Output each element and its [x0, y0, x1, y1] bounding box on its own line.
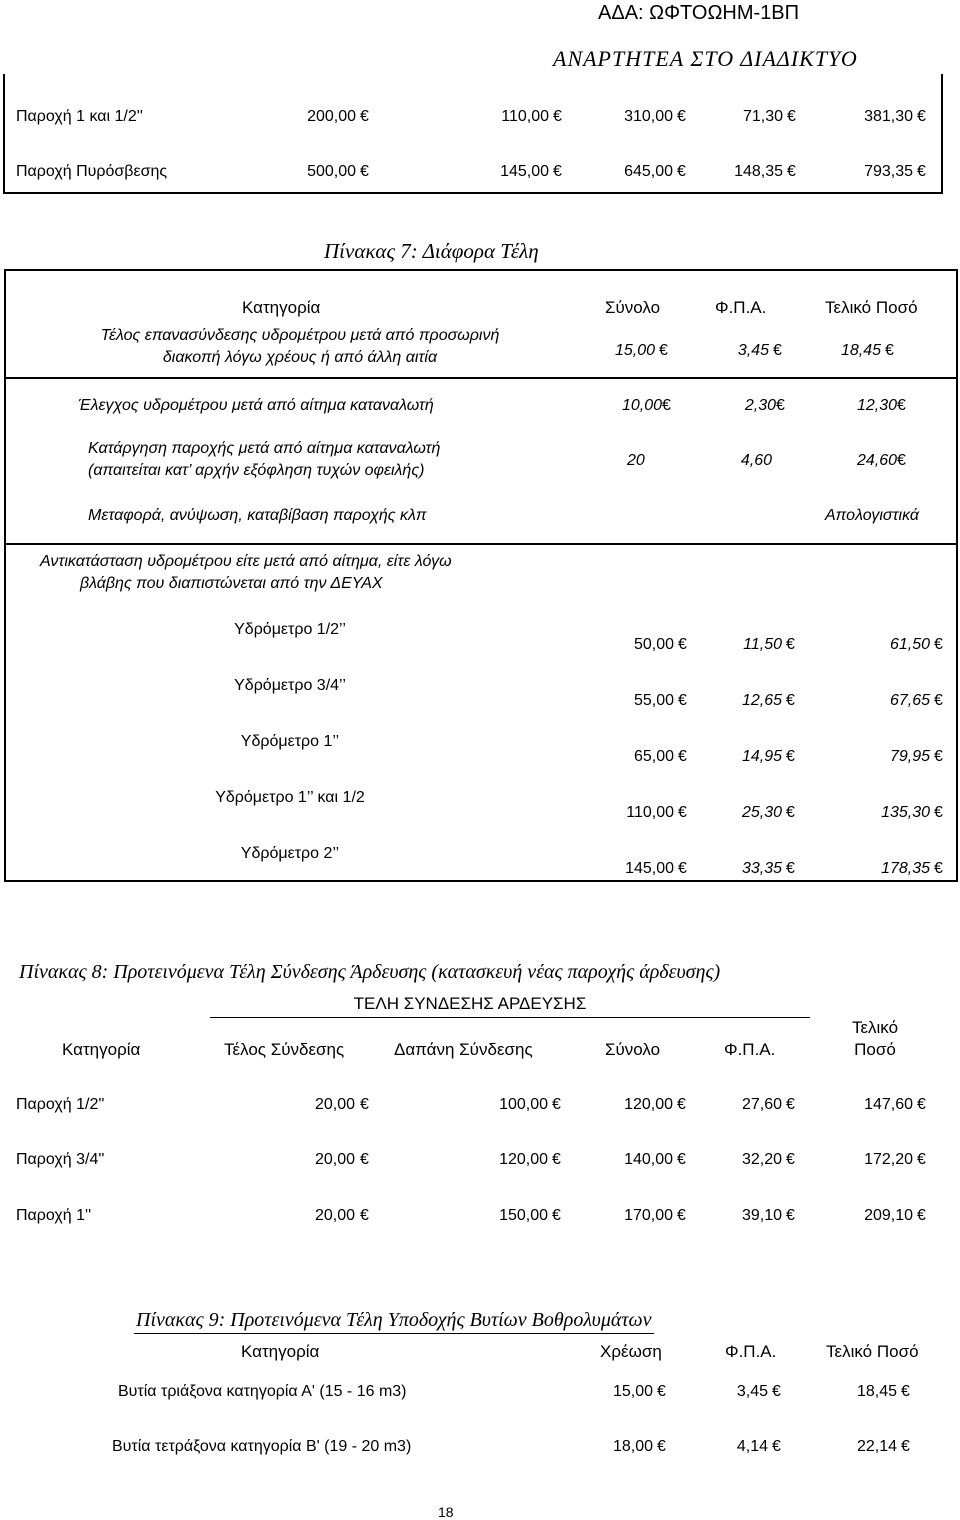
euro-sign: €	[678, 804, 687, 821]
cell-vat: 32,20	[741, 1151, 782, 1168]
euro-sign: €	[360, 1096, 369, 1113]
euro-sign: €	[897, 452, 906, 469]
cell-total: 10,00	[621, 397, 662, 414]
row-label-line1: Κατάργηση παροχής μετά από αίτημα καταναλωτή	[88, 440, 441, 457]
cell-final: 24,60	[856, 452, 897, 469]
euro-sign: €	[901, 1383, 910, 1400]
cell-final: 61,50	[889, 636, 930, 653]
row-label: Βυτία τετράξονα κατηγορία Β' (19 - 20 m3)	[112, 1438, 412, 1455]
euro-sign: €	[786, 1151, 795, 1168]
table7-border-right	[956, 269, 958, 882]
cell-value: 71,30	[742, 108, 783, 125]
col-header-total: Σύνολο	[605, 298, 661, 317]
cell-total: 145,00	[625, 860, 674, 877]
euro-sign: €	[897, 397, 906, 414]
col-header-final-line2: Ποσό	[854, 1040, 896, 1059]
euro-sign: €	[934, 804, 943, 821]
cell-value: 645,00	[624, 163, 673, 180]
cell-cost: 120,00	[499, 1151, 548, 1168]
meter-label: Υδρόμετρο 2’’	[240, 845, 340, 862]
col-header-category: Κατηγορία	[241, 1342, 320, 1361]
row-label: Παροχή 1/2''	[16, 1096, 105, 1113]
col-header-final: Τελικό Ποσό	[825, 298, 918, 317]
euro-sign: €	[773, 342, 782, 359]
table7-border-bottom	[4, 880, 958, 882]
cell-total: 170,00	[624, 1207, 673, 1224]
table7-border-left	[4, 269, 6, 882]
euro-sign: €	[360, 163, 369, 180]
cell-final: 12,30	[856, 397, 897, 414]
col-header-final: Τελικό Ποσό	[826, 1342, 919, 1361]
col-header-category: Κατηγορία	[62, 1040, 141, 1059]
euro-sign: €	[659, 342, 668, 359]
row-label-line2: διακοπή λόγω χρέους ή από άλλη αιτία	[162, 349, 438, 366]
col-header-category: Κατηγορία	[242, 298, 321, 317]
cell-final: 18,45	[856, 1383, 897, 1400]
euro-sign: €	[552, 1207, 561, 1224]
table8-title: Πίνακας 8: Προτεινόμενα Τέλη Σύνδεσης Άρδευσης (κατασκευή νέας παροχής άρδευσης)	[19, 961, 721, 983]
cell-total: 55,00	[633, 692, 674, 709]
euro-sign: €	[901, 1438, 910, 1455]
euro-sign: €	[786, 748, 795, 765]
euro-sign: €	[677, 1151, 686, 1168]
cell-vat: 3,45	[736, 1383, 768, 1400]
cell-vat: 4,60	[740, 452, 772, 469]
cell-final: 135,30	[881, 804, 930, 821]
cell-charge: 15,00	[612, 1383, 653, 1400]
col-header-charge: Χρέωση	[600, 1342, 662, 1361]
posted-notice: ΑΝΑΡΤΗΤΕΑ ΣΤΟ ΔΙΑΔΙΚΤΥΟ	[553, 46, 858, 71]
euro-sign: €	[786, 692, 795, 709]
cell-vat: 4,14	[736, 1438, 768, 1455]
cell-value: 200,00	[307, 108, 356, 125]
cell-vat: 12,65	[741, 692, 782, 709]
euro-sign: €	[776, 397, 785, 414]
cell-value: 500,00	[307, 163, 356, 180]
euro-sign: €	[677, 1096, 686, 1113]
row-label: Παροχή 1 και 1/2''	[16, 108, 143, 125]
euro-sign: €	[917, 1207, 926, 1224]
col-header-vat: Φ.Π.Α.	[715, 298, 767, 317]
table7-border-top	[4, 269, 958, 271]
euro-sign: €	[677, 1207, 686, 1224]
row-label: Παροχή Πυρόσβεσης	[16, 163, 168, 180]
row-label: Βυτία τριάξονα κατηγορία Α' (15 - 16 m3)	[118, 1383, 407, 1400]
cell-value: 381,30	[864, 108, 913, 125]
euro-sign: €	[678, 748, 687, 765]
row-label: Έλεγχος υδρομέτρου μετά από αίτημα καταναλωτή	[78, 397, 434, 414]
euro-sign: €	[772, 1383, 781, 1400]
cell-total: 110,00	[626, 804, 674, 821]
title-underline	[134, 1333, 654, 1334]
cell-final: 79,95	[889, 748, 930, 765]
cell-vat: 11,50	[743, 636, 782, 653]
euro-sign: €	[934, 748, 943, 765]
cell-final: 18,45	[840, 342, 881, 359]
euro-sign: €	[787, 108, 796, 125]
row-label-line1: Τέλος επανασύνδεσης υδρομέτρου μετά από προσωρινή	[100, 327, 500, 344]
euro-sign: €	[678, 860, 687, 877]
euro-sign: €	[360, 1207, 369, 1224]
page-number: 18	[438, 1504, 454, 1520]
euro-sign: €	[786, 860, 795, 877]
cell-value: 148,35	[734, 163, 783, 180]
euro-sign: €	[360, 1151, 369, 1168]
cell-vat: 3,45	[737, 342, 769, 359]
row-divider	[4, 543, 958, 545]
cell-total: 50,00	[633, 636, 674, 653]
col-header-vat: Φ.Π.Α.	[724, 1040, 776, 1059]
cell-vat: 33,35	[741, 860, 782, 877]
euro-sign: €	[678, 636, 687, 653]
group-header-underline	[210, 1017, 810, 1018]
euro-sign: €	[772, 1438, 781, 1455]
euro-sign: €	[917, 1096, 926, 1113]
cell-vat: 39,10	[741, 1207, 782, 1224]
row-label-line2: (απαιτείται κατ’ αρχήν εξόφληση τυχών οφειλής)	[88, 462, 425, 479]
euro-sign: €	[553, 163, 562, 180]
col-header-final-line1: Τελικό	[851, 1018, 899, 1037]
row-divider	[4, 377, 958, 379]
cell-final: 178,35	[881, 860, 930, 877]
cell-final: 67,65	[889, 692, 930, 709]
euro-sign: €	[885, 342, 894, 359]
euro-sign: €	[934, 692, 943, 709]
row-label: Μεταφορά, ανύψωση, καταβίβαση παροχής κλπ	[88, 507, 427, 524]
table-border-bottom	[3, 192, 943, 194]
table8-group-header: ΤΕΛΗ ΣΥΝΔΕΣΗΣ ΑΡΔΕΥΣΗΣ	[353, 994, 587, 1013]
table-border-right	[941, 74, 943, 194]
euro-sign: €	[360, 108, 369, 125]
cell-final: 22,14	[856, 1438, 897, 1455]
cell-cost: 150,00	[499, 1207, 548, 1224]
replacement-label-line1: Αντικατάσταση υδρομέτρου είτε μετά από αίτημα, είτε λόγω	[40, 553, 452, 570]
cell-charge: 18,00	[612, 1438, 653, 1455]
euro-sign: €	[786, 636, 795, 653]
cell-vat: 2,30	[744, 397, 776, 414]
ada-code: ΑΔΑ: ΩΦΤΟΩΗΜ-1ΒΠ	[598, 2, 800, 24]
cell-total: 140,00	[624, 1151, 673, 1168]
euro-sign: €	[786, 1096, 795, 1113]
euro-sign: €	[552, 1096, 561, 1113]
meter-label: Υδρόμετρο 1’’ και 1/2	[215, 789, 365, 806]
cell-vat: 25,30	[741, 804, 782, 821]
cell-total: 20	[627, 452, 645, 469]
euro-sign: €	[787, 163, 796, 180]
euro-sign: €	[786, 804, 795, 821]
cell-total: 120,00	[624, 1096, 673, 1113]
cell-total: 65,00	[633, 748, 674, 765]
col-header-cost: Δαπάνη Σύνδεσης	[394, 1040, 533, 1059]
table9-title: Πίνακας 9: Προτεινόμενα Τέλη Υποδοχής Βυτίων Βοθρολυμάτων	[136, 1309, 652, 1331]
euro-sign: €	[678, 692, 687, 709]
cell-vat: 27,60	[741, 1096, 782, 1113]
euro-sign: €	[677, 108, 686, 125]
cell-final: 172,20	[864, 1151, 913, 1168]
euro-sign: €	[917, 163, 926, 180]
col-header-vat: Φ.Π.Α.	[725, 1342, 777, 1361]
euro-sign: €	[934, 860, 943, 877]
row-label: Παροχή 1''	[16, 1207, 92, 1224]
euro-sign: €	[917, 1151, 926, 1168]
meter-label: Υδρόμετρο 1’’	[240, 733, 340, 750]
col-header-fee: Τέλος Σύνδεσης	[224, 1040, 345, 1059]
replacement-label-line2: βλάβης που διαπιστώνεται από την ΔΕΥΑΧ	[80, 575, 383, 592]
euro-sign: €	[786, 1207, 795, 1224]
cell-fee: 20,00	[314, 1096, 355, 1113]
cell-value: 793,35	[864, 163, 913, 180]
cell-fee: 20,00	[314, 1151, 355, 1168]
cell-vat: 14,95	[741, 748, 782, 765]
euro-sign: €	[677, 163, 686, 180]
cell-cost: 100,00	[499, 1096, 548, 1113]
cell-value: 310,00	[624, 108, 673, 125]
meter-label: Υδρόμετρο 3/4’’	[234, 677, 346, 694]
row-label: Παροχή 3/4''	[16, 1151, 105, 1168]
cell-final: 147,60	[864, 1096, 913, 1113]
cell-final: 209,10	[864, 1207, 913, 1224]
euro-sign: €	[917, 108, 926, 125]
meter-label: Υδρόμετρο 1/2’’	[234, 621, 346, 638]
table-border-left	[3, 74, 5, 194]
cell-total: 15,00	[614, 342, 655, 359]
table7-title: Πίνακας 7: Διάφορα Τέλη	[324, 239, 539, 263]
euro-sign: €	[934, 636, 943, 653]
col-header-total: Σύνολο	[605, 1040, 661, 1059]
cell-final: Απολογιστικά	[825, 507, 919, 524]
cell-value: 145,00	[500, 163, 549, 180]
cell-value: 110,00	[501, 108, 549, 125]
euro-sign: €	[552, 1151, 561, 1168]
cell-fee: 20,00	[314, 1207, 355, 1224]
euro-sign: €	[657, 1438, 666, 1455]
euro-sign: €	[662, 397, 671, 414]
euro-sign: €	[553, 108, 562, 125]
euro-sign: €	[657, 1383, 666, 1400]
